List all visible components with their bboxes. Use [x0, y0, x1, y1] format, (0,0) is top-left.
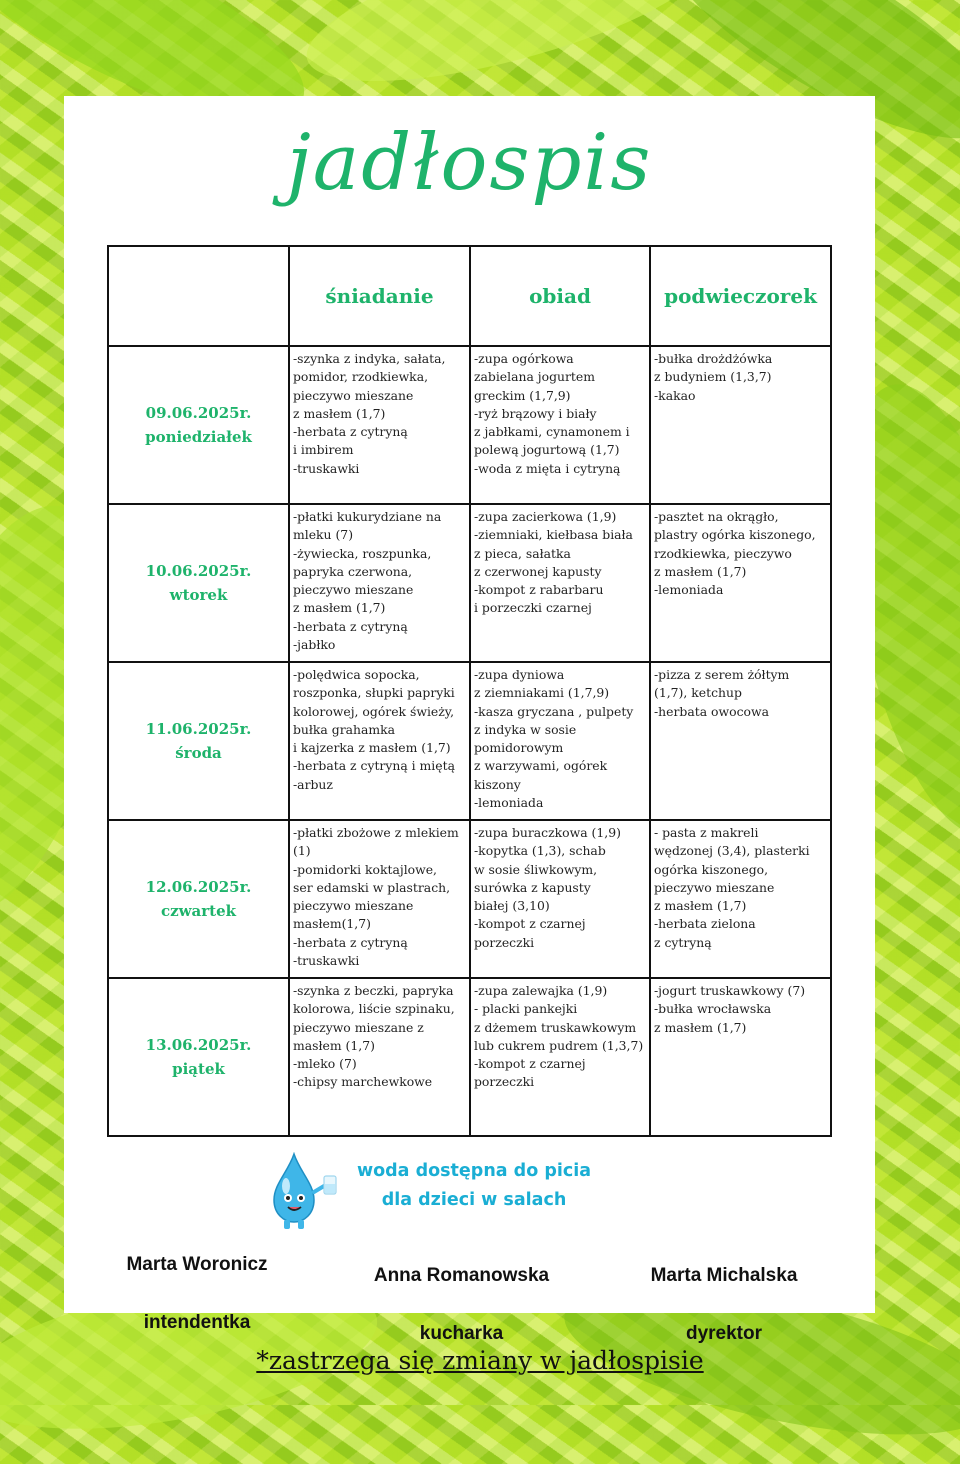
snack-cell: -pasztet na okrągło, plastry ogórka kiszonego, rzodkiewka, pieczywo z masłem (1,7) -lemoniada [654, 509, 816, 598]
lunch-cell: -zupa zacierkowa (1,9) -ziemniaki, kiełbasa biała z pieca, sałatka z czerwonej kapusty -kompot z rabarbaru i porzeczki czarnej [474, 509, 633, 616]
snack-cell: -pizza z serem żółtym (1,7), ketchup -herbata owocowa [654, 667, 790, 719]
breakfast-cell: -polędwica sopocka, roszponka, słupki papryki kolorowej, ogórek świeży, bułka grahamka i kajzerka z masłem (1,7) -herbata z cytryną i miętą -arbuz [293, 667, 455, 792]
header-lunch: obiad [470, 246, 650, 346]
day-weekday: piątek [172, 1060, 225, 1078]
day-date: 13.06.2025r. [145, 1036, 252, 1054]
menu-panel [64, 96, 875, 1344]
signature-name: Anna Romanowska [373, 1265, 550, 1286]
table-row [108, 820, 831, 978]
day-cell [108, 662, 289, 820]
signature-name: Marta Michalska [650, 1265, 798, 1286]
day-cell [108, 346, 289, 504]
table-header-row [108, 246, 831, 346]
day-weekday: czwartek [160, 902, 237, 920]
day-date: 10.06.2025r. [145, 562, 252, 580]
signature-role: kucharka [419, 1323, 504, 1344]
day-weekday: poniedziałek [145, 428, 252, 446]
table-row [108, 504, 831, 662]
day-weekday: wtorek [169, 586, 228, 604]
day-date: 09.06.2025r. [145, 404, 252, 422]
signature-role: intendentka [143, 1312, 251, 1333]
signature-intendent [102, 1221, 292, 1366]
table-row [108, 346, 831, 504]
menu-table [107, 245, 832, 1137]
snack-cell: -bułka drożdżówka z budyniem (1,3,7) -kakao [654, 351, 773, 403]
breakfast-cell: -szynka z indyka, sałata, pomidor, rzodkiewka, pieczywo mieszane z masłem (1,7) -herbata z cytryną i imbirem -truskawki [293, 351, 446, 476]
snack-cell: -jogurt truskawkowy (7) -bułka wrocławska z masłem (1,7) [654, 983, 806, 1035]
day-cell [108, 820, 289, 978]
footnote: *zastrzega się zmiany w jadłospisie [256, 1346, 704, 1375]
lunch-cell: -zupa buraczkowa (1,9) -kopytka (1,3), schab w sosie śliwkowym, surówka z kapusty białej (3,10) -kompot z czarnej porzeczki [474, 825, 621, 950]
table-row [108, 978, 831, 1136]
snack-cell: - pasta z makreli wędzonej (3,4), plasterki ogórka kiszonego, pieczywo mieszane z masłem (1,7) -herbata zielona z cytryną [654, 825, 810, 950]
day-date: 12.06.2025r. [145, 878, 252, 896]
day-cell [108, 978, 289, 1136]
lunch-cell: -zupa zalewajka (1,9) - placki pankejki z dżemem truskawkowym lub cukrem pudrem (1,3,7) -kompot z czarnej porzeczki [474, 983, 644, 1090]
table-row [108, 662, 831, 820]
signature-name: Marta Woronicz [126, 1254, 268, 1275]
day-weekday: środa [175, 744, 222, 762]
breakfast-cell: -szynka z beczki, papryka kolorowa, liście szpinaku, pieczywo mieszane z masłem (1,7) -mleko (7) -chipsy marchewkowe [293, 983, 455, 1090]
signature-role: dyrektor [685, 1323, 763, 1344]
breakfast-cell: -płatki kukurydziane na mleku (7) -żywiecka, roszpunka, papryka czerwona, pieczywo mieszane z masłem (1,7) -herbata z cytryną -jabłko [293, 509, 442, 653]
page-title: jadłospis [286, 118, 653, 208]
lunch-cell: -zupa dyniowa z ziemniakami (1,7,9) -kasza gryczana , pulpety z indyka w sosie pomidorowym z warzywami, ogórek kiszony -lemoniada [474, 667, 634, 811]
day-cell [108, 504, 289, 662]
breakfast-cell: -płatki zbożowe z mlekiem (1) -pomidorki koktajlowe, ser edamski w plastrach, pieczywo mieszane masłem(1,7) -herbata z cytryną -truskawki [293, 825, 459, 969]
water-note: woda dostępna do picia dla dzieci w salach [356, 1161, 592, 1210]
day-date: 11.06.2025r. [145, 720, 252, 738]
lunch-cell: -zupa ogórkowa zabielana jogurtem greckim (1,7,9) -ryż brązowy i biały z jabłkami, cynamonem i polewą jogurtową (1,7) -woda z mięta i cytryną [474, 351, 630, 476]
header-snack: podwieczorek [650, 246, 831, 346]
header-empty [108, 246, 289, 346]
header-breakfast: śniadanie [289, 246, 470, 346]
